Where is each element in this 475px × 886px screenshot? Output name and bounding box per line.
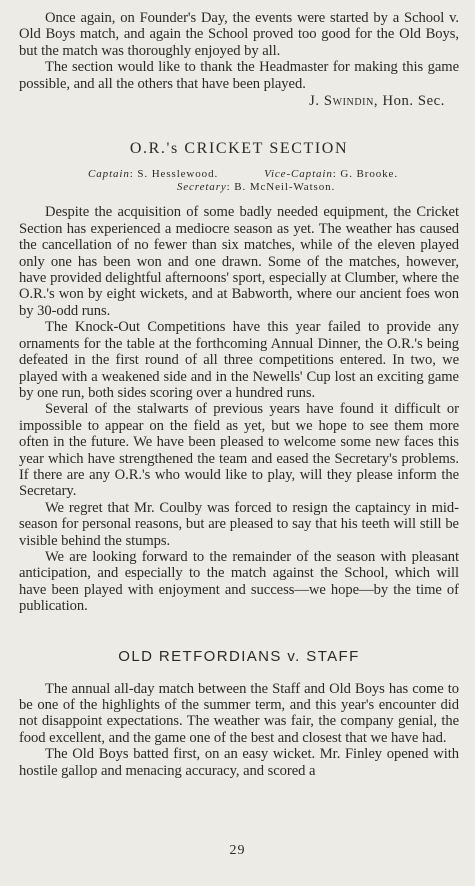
body-paragraph: Despite the acquisition of some badly needed equipment, the Cricket Section has experienced a mediocre season as yet. The weather has caused the cancellation of no fewer than six matches, while of the eleven played only one has been won and one drawn. Some of the matches, however, have provided delightful afternoons' sport, especially at Clumber, where the O.R.'s won by eight wickets, and at Babworth, where our ancient foes won by 30-odd runs. — [19, 204, 459, 319]
cricket-section — [19, 140, 459, 614]
officer-name: B. McNeil-Watson. — [234, 181, 336, 194]
page-number: 29 — [229, 843, 246, 858]
body-paragraph: The annual all-day match between the Staff and Old Boys has come to be one of the highlights of the summer term, and this year's encounter did not disappoint expectations. The weather was fair, the company genial, the food excellent, and the game one of the best and closest that we have had. — [19, 680, 459, 746]
secretary-entry: Secretary: B. McNeil-Watson. — [176, 181, 336, 194]
role-label: Captain — [88, 168, 130, 181]
body-paragraph: The Knock-Out Competitions have this year failed to provide any ornaments for the table at the forthcoming Annual Dinner, the O.R.'s being defeated in the first round of all three competitions entered. In two, we played with a weakened side and in the Newells' Cup lost an exciting game by one run, both sides scoring over a hundred runs. — [19, 319, 459, 401]
body-paragraph: The Old Boys batted first, on an easy wicket. Mr. Finley opened with hostile gallop and menacing accuracy, and scored a — [19, 746, 459, 779]
body-paragraph: The section would like to thank the Headmaster for making this game possible, and all the others that have been played. — [19, 59, 459, 92]
role-label: Vice-Captain — [264, 168, 333, 181]
signature — [19, 93, 459, 109]
vice-captain-entry: Vice-Captain: G. Brooke. — [264, 168, 398, 181]
captain-entry: Captain: S. Hesslewood. — [88, 168, 219, 181]
founders-day-section — [19, 10, 459, 109]
role-label: Secretary — [176, 181, 227, 194]
section-heading: OLD RETFORDIANS v. STAFF — [118, 647, 360, 665]
body-paragraph: Several of the stalwarts of previous years have found it difficult or impossible to appear on the field as yet, but we hope to see them more often in the future. We have been pleased to welcome some new faces this year which have strengthened the team and eased the Secretary's problems. If there are any O.R.'s who would like to play, will they please inform the Secretary. — [19, 401, 459, 500]
body-paragraph: Once again, on Founder's Day, the events were started by a School v. Old Boys match, and again the School proved too good for the Old Boys, but the match was thoroughly enjoyed by all. — [19, 10, 459, 59]
body-paragraph: We are looking forward to the remainder of the season with pleasant anticipation, and especially to the match against the School, which will have been played with enjoyment and success—we hope—by the time of publication. — [19, 548, 459, 615]
body-paragraph: We regret that Mr. Coulby was forced to resign the captaincy in mid-season for personal reasons, but are pleased to say that his teeth will still be visible behind the stumps. — [19, 499, 459, 549]
signature-role: Hon. Sec. — [382, 93, 445, 110]
officer-name: S. Hesslewood. — [137, 168, 219, 181]
officer-name: G. Brooke. — [340, 168, 398, 181]
section-heading: O.R.'s CRICKET SECTION — [129, 140, 349, 158]
staff-match-section — [19, 648, 459, 779]
officers-list — [19, 168, 459, 194]
signature-name: J. Swindin, — [309, 93, 379, 110]
